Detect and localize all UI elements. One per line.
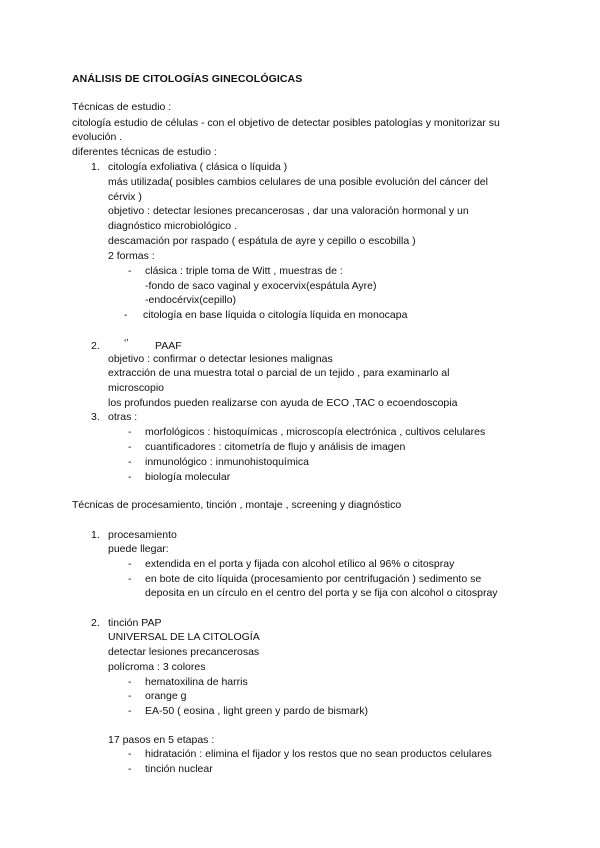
bullet-dash: - [128, 456, 132, 468]
sub-item-text: en bote de cito líquida (procesamiento por centrifugación ) sedimento se [145, 573, 482, 585]
document-title: ANÁLISIS DE CITOLOGÍAS GINECOLÓGICAS [72, 73, 303, 85]
list-item-head: tinción PAP [108, 617, 162, 629]
sub-item-text: cuantificadores : citometría de flujo y análisis de imagen [145, 441, 406, 453]
list-item-head: procesamiento [108, 529, 177, 541]
list-item-text: diagnóstico microbiológico . [108, 220, 237, 232]
list-number: 1. [91, 161, 100, 173]
intro-line: diferentes técnicas de estudio : [72, 146, 217, 158]
bullet-dash: - [128, 705, 132, 717]
list-number: 2. [91, 340, 100, 352]
bullet-dash: - [128, 558, 132, 570]
intro-line: citología estudio de células - con el objetivo de detectar posibles patologías y monitorizar su [72, 117, 500, 129]
list-item-text: los profundos pueden realizarse con ayuda de ECO ,TAC o ecoendoscopia [108, 397, 458, 409]
list-item-text: más utilizada( posibles cambios celulares de una posible evolución del cáncer del [108, 176, 488, 188]
sub-item-text: -fondo de saco vaginal y exocervix(espátula Ayre) [145, 280, 377, 292]
list-item-text: citología exfoliativa ( clásica o líquida ) [108, 161, 288, 173]
list-item-text: cérvix ) [108, 191, 142, 203]
intro-line: evolución . [72, 131, 123, 143]
list-item-text: objetivo : detectar lesiones precancerosas , dar una valoración hormonal y un [108, 205, 469, 217]
section-heading: Técnicas de procesamiento, tinción , montaje , screening y diagnóstico [72, 499, 402, 511]
list-item-text: puede llegar: [108, 543, 169, 555]
bullet-dash: - [128, 676, 132, 688]
bullet-dash: - [128, 748, 132, 760]
bullet-dash: - [128, 690, 132, 702]
bullet-dash: - [128, 426, 132, 438]
intro-heading: Técnicas de estudio : [72, 101, 172, 113]
sub-item-text: extendida en el porta y fijada con alcohol etílico al 96% o citospray [145, 558, 455, 570]
list-item-text: 17 pasos en 5 etapas : [108, 734, 215, 746]
list-number: 2. [91, 617, 100, 629]
list-item-head: PAAF [155, 340, 182, 352]
sub-item-text: deposita en un círculo en el centro del porta y se fija con alcohol o citospray [145, 587, 498, 599]
list-item-text: descamación por raspado ( espátula de ayre y cepillo o escobilla ) [108, 235, 416, 247]
sub-item-text: hematoxilina de harris [145, 676, 248, 688]
list-item-head: otras : [108, 411, 138, 423]
sub-item-text: biología molecular [145, 471, 231, 483]
sub-item-text: -endocérvix(cepillo) [145, 294, 237, 306]
sub-item-text: morfológicos : histoquímicas , microscopía electrónica , cultivos celulares [145, 426, 486, 438]
list-number: 3. [91, 411, 100, 423]
list-item-text: detectar lesiones precancerosas [108, 646, 260, 658]
sub-item-text: inmunológico : inmunohistoquímica [145, 456, 310, 468]
quote-mark: ‘’ [124, 337, 129, 349]
bullet-dash: - [128, 471, 132, 483]
list-item-text: objetivo : confirmar o detectar lesiones malignas [108, 353, 333, 365]
list-number: 1. [91, 529, 100, 541]
sub-item-text: orange g [145, 690, 187, 702]
list-item-text: polícroma : 3 colores [108, 661, 206, 673]
bullet-dash: - [128, 763, 132, 775]
bullet-dash: - [128, 441, 132, 453]
list-item-text: UNIVERSAL DE LA CITOLOGÍA [108, 631, 260, 643]
list-item-text: microscopio [108, 382, 165, 394]
sub-item-text: citología en base líquida o citología líquida en monocapa [143, 309, 408, 321]
sub-item-text: EA-50 ( eosina , light green y pardo de bismark) [145, 705, 368, 717]
bullet-dash: - [124, 309, 128, 321]
list-item-text: extracción de una muestra total o parcial de un tejido , para examinarlo al [108, 367, 450, 379]
sub-item-text: clásica : triple toma de Witt , muestras de : [145, 265, 343, 277]
bullet-dash: - [128, 265, 132, 277]
list-item-text: 2 formas : [108, 250, 155, 262]
sub-item-text: hidratación : elimina el fijador y los restos que no sean productos celulares [145, 748, 492, 760]
sub-item-text: tinción nuclear [145, 763, 213, 775]
bullet-dash: - [128, 573, 132, 585]
